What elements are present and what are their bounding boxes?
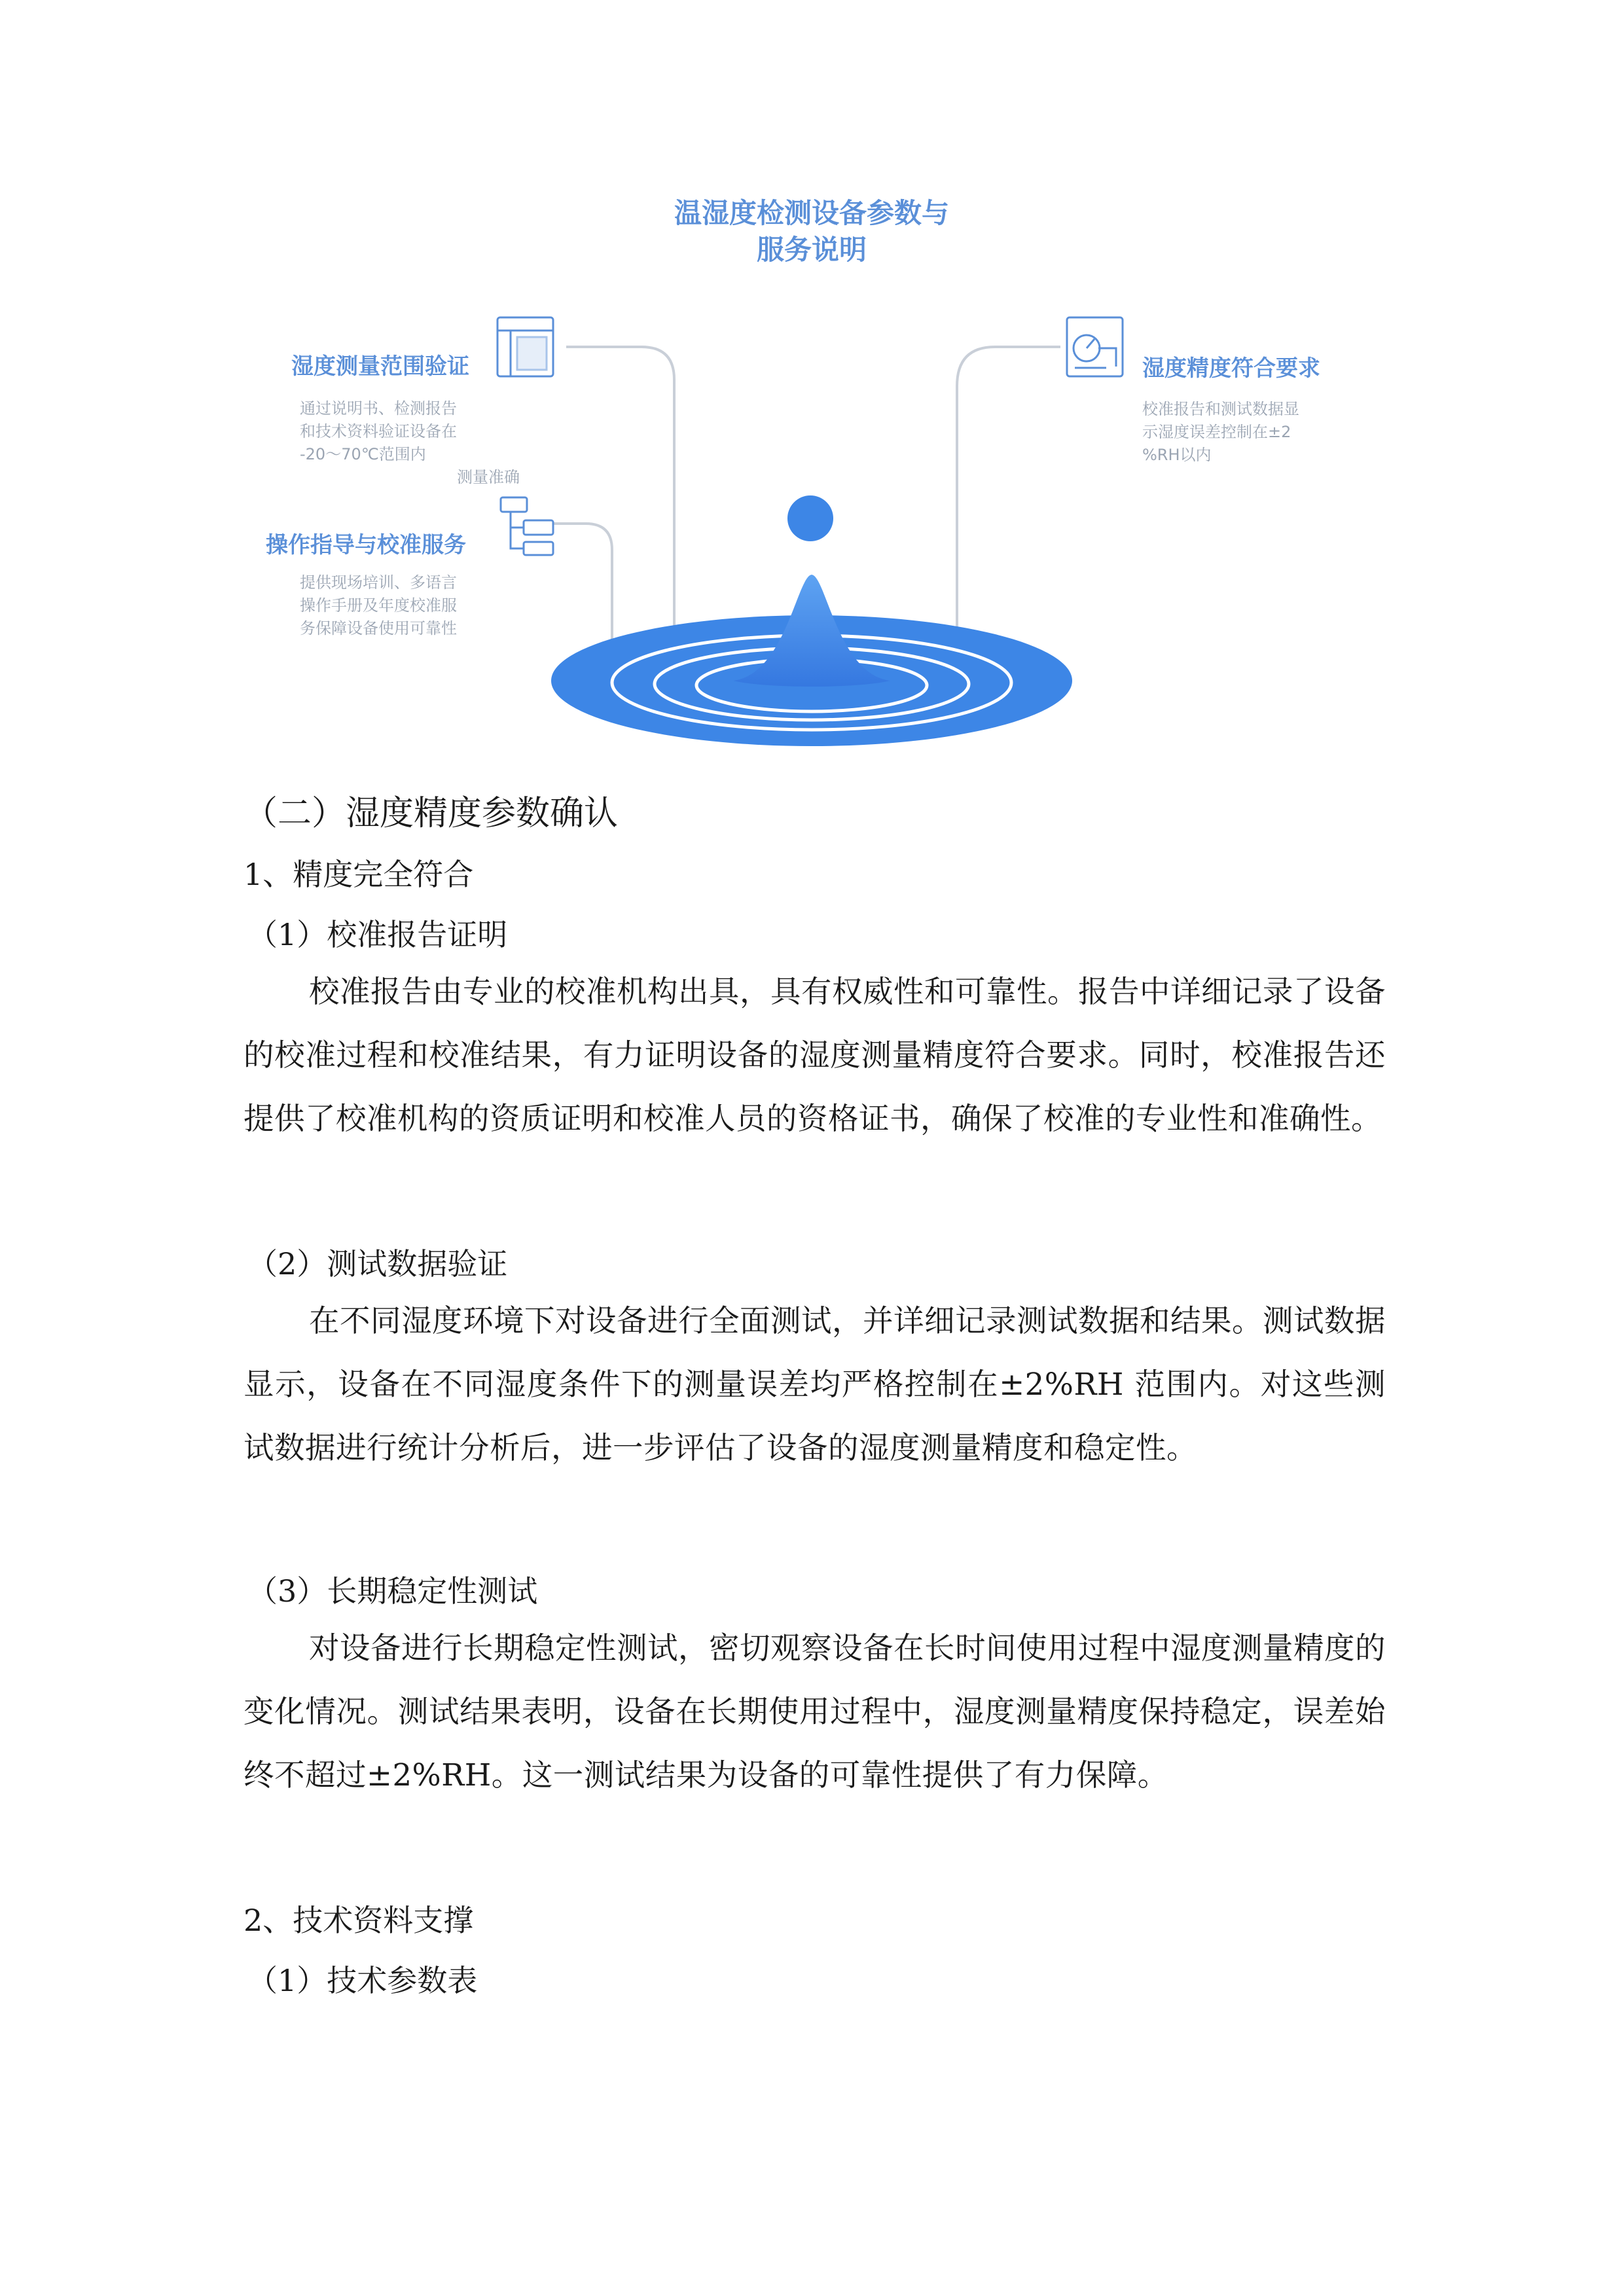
infographic-title-line1: 温湿度检测设备参数与 (674, 197, 949, 229)
desc-line: 操作手册及年度校准服 (300, 596, 457, 615)
desc-humidity-range (300, 397, 520, 489)
flowchart-icon (501, 497, 553, 555)
paragraph-stability-test: 对设备进行长期稳定性测试，密切观察设备在长时间使用过程中湿度测量精度的变化情况。测试结果表明，设备在长期使用过程中，湿度测量精度保持稳定，误差始终不超过±2%RH。这一测试结果为设备的可靠性提供了有力保障。 (244, 1630, 1386, 1793)
subsection-title-1: 1、精度完全符合 (244, 857, 474, 892)
desc-line: %RH以内 (1142, 446, 1212, 464)
paragraph-test-data: 在不同湿度环境下对设备进行全面测试，并详细记录测试数据和结果。测试数据显示，设备在不同湿度条件下的测量误差均严格控制在±2%RH 范围内。对这些测试数据进行统计分析后，进一步评估了设备的湿度测量精度和稳定性。 (244, 1303, 1386, 1465)
item-title-tech-params: （1）技术参数表 (247, 1963, 478, 1998)
infographic-graphics (0, 0, 1624, 766)
heading-precision: 湿度精度符合要求 (1142, 355, 1320, 382)
desc-line: 示湿度误差控制在±2 (1142, 423, 1291, 441)
heading-operation-guide: 操作指导与校准服务 (266, 532, 466, 558)
droplet-dot (787, 495, 833, 541)
infographic-title (648, 195, 975, 268)
subsection-title-2: 2、技术资料支撑 (244, 1903, 474, 1938)
item-title-3: （3）长期稳定性测试 (247, 1573, 538, 1609)
item-title-2: （2）测试数据验证 (247, 1246, 508, 1282)
connector-line-left-bottom (553, 524, 612, 661)
desc-operation-guide (300, 571, 457, 640)
desc-precision (1142, 398, 1299, 467)
paragraph-calibration-report: 校准报告由专业的校准机构出具，具有权威性和可靠性。报告中详细记录了设备的校准过程和校准结果，有力证明设备的湿度测量精度符合要求。同时，校准报告还提供了校准机构的资质证明和校准人员的资格证书，确保了校准的专业性和准确性。 (244, 974, 1386, 1136)
infographic-title-line2: 服务说明 (756, 234, 867, 266)
document-grid-icon (497, 317, 553, 376)
desc-line: 和技术资料验证设备在 (300, 422, 457, 440)
heading-humidity-range: 湿度测量范围验证 (291, 353, 469, 380)
connector-line-right (957, 347, 1060, 638)
section-title: （二）湿度精度参数确认 (244, 794, 619, 833)
desc-line: -20～70℃范围内 (300, 445, 426, 463)
desc-line: 测量准确 (457, 468, 520, 486)
desc-line: 提供现场培训、多语言 (300, 573, 457, 592)
desc-line: 务保障设备使用可靠性 (300, 619, 457, 637)
gauge-report-icon (1067, 317, 1123, 376)
infographic (0, 0, 1624, 766)
item-title-1: （1）校准报告证明 (247, 917, 508, 952)
connector-line-left-top (566, 347, 674, 638)
desc-line: 校准报告和测试数据显 (1142, 400, 1299, 418)
desc-line: 通过说明书、检测报告 (300, 399, 457, 418)
